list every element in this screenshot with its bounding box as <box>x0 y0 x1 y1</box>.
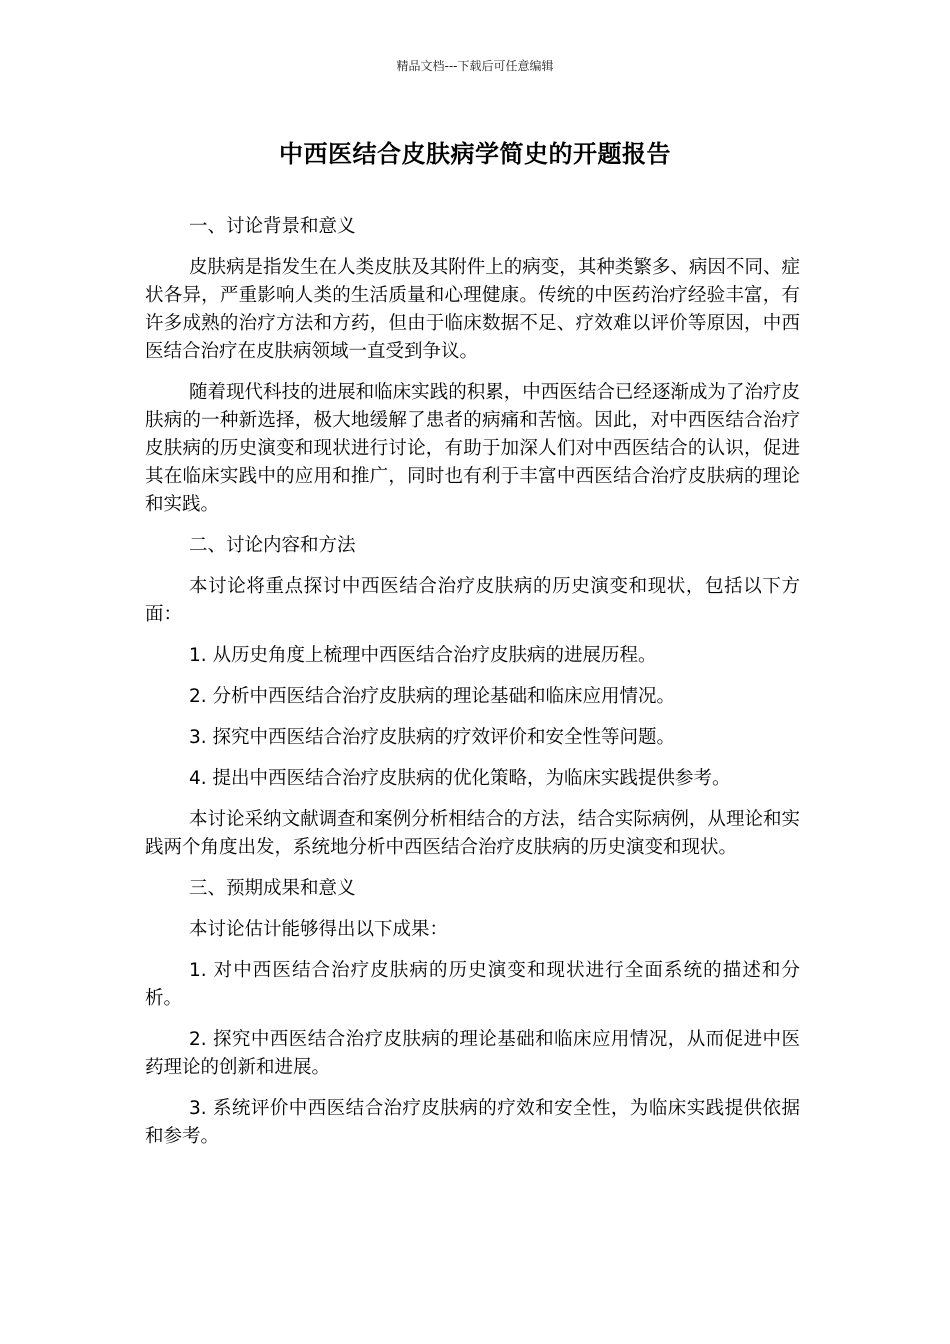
paragraph-background-1: 皮肤病是指发生在人类皮肤及其附件上的病变，其种类繁多、病因不同、症状各异，严重影响人类的生活质量和心理健康。传统的中医药治疗经验丰富，有许多成熟的治疗方法和方药，但由于临床数据不足、疗效难以评价等原因，中西医结合治疗在皮肤病领域一直受到争议。 <box>145 257 800 362</box>
section-heading-background: 一、讨论背景和意义 <box>189 216 356 237</box>
section-heading-outcomes: 三、预期成果和意义 <box>189 878 356 899</box>
section-heading-content-method: 二、讨论内容和方法 <box>189 535 356 556</box>
document-body <box>145 213 800 1164</box>
header-note: 精品文档---下载后可任意编辑 <box>396 59 554 73</box>
list-item-outcome-2: 2. 探究中西医结合治疗皮肤病的理论基础和临床应用情况，从而促进中医药理论的创新和进展。 <box>145 1029 800 1078</box>
paragraph-background-2: 随着现代科技的进展和临床实践的积累，中西医结合已经逐渐成为了治疗皮肤病的一种新选择，极大地缓解了患者的病痛和苦恼。因此，对中西医结合治疗皮肤病的历史演变和现状进行讨论，有助于加深人们对中西医结合的认识，促进其在临床实践中的应用和推广，同时也有利于丰富中西医结合治疗皮肤病的理论和实践。 <box>145 382 800 515</box>
paragraph-outcomes-intro: 本讨论估计能够得出以下成果： <box>189 919 449 940</box>
list-item-outcome-1: 1. 对中西医结合治疗皮肤病的历史演变和现状进行全面系统的描述和分析。 <box>145 960 800 1009</box>
list-item-content-3: 3. 探究中西医结合治疗皮肤病的疗效评价和安全性等问题。 <box>189 727 676 748</box>
list-item-content-2: 2. 分析中西医结合治疗皮肤病的理论基础和临床应用情况。 <box>189 686 676 707</box>
document-title: 中西医结合皮肤病学简史的开题报告 <box>279 140 671 168</box>
paragraph-method: 本讨论采纳文献调查和案例分析相结合的方法，结合实际病例，从理论和实践两个角度出发，系统地分析中西医结合治疗皮肤病的历史演变和现状。 <box>145 809 800 858</box>
list-item-outcome-3: 3. 系统评价中西医结合治疗皮肤病的疗效和安全性，为临床实践提供依据和参考。 <box>145 1098 800 1147</box>
list-item-content-4: 4. 提出中西医结合治疗皮肤病的优化策略，为临床实践提供参考。 <box>189 768 731 789</box>
paragraph-content-intro: 本讨论将重点探讨中西医结合治疗皮肤病的历史演变和现状，包括以下方面： <box>145 576 800 625</box>
list-item-content-1: 1. 从历史角度上梳理中西医结合治疗皮肤病的进展历程。 <box>189 645 657 666</box>
